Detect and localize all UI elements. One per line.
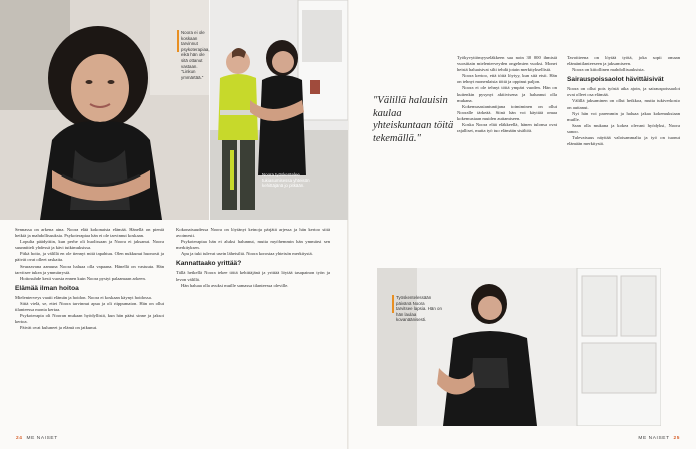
paragraph: Mielenterveys vaatii elämän ja hoidon. Noora ei koskaan käynyt hoidossa. xyxy=(15,294,152,300)
paragraph: Hoitosuhde kesti vuosia ennen kuin Noora pystyi palaamaan arkeen. xyxy=(20,275,146,281)
paragraph: Työkyvyttömyyseläkkeen saa noin 30 000 ihmistä vuosittain mielenterveyden ongelmien vuoksi. Monet heistä haluaisivat silti tehdä jotain merkityksellistä. xyxy=(457,55,557,73)
page-number: 25 xyxy=(673,436,680,441)
folio-right xyxy=(638,436,682,441)
paragraph: Apu ja tuki tulevat usein läheisiltä. Noora korostaa yhteisön merkitystä. xyxy=(181,251,313,257)
paragraph: Noora on kiitollinen mahdollisuuksista. xyxy=(572,67,645,73)
paragraph: Kokemusasiantuntijana toimiminen on ollut Nooralle tärkeää. Siinä hän voi käyttää omaa kokemustaan muiden auttamiseen. xyxy=(457,103,557,121)
caption-accent-bar xyxy=(392,295,394,313)
hallway-caption: Työskentelessään päivänä Noora tarvitsee lapsia. Hän on hän laulaa kovanäänisesti. xyxy=(396,295,442,323)
paragraph: Tavoitteena on löytää työtä, joka sopii omaan elämäntilanteeseen ja jaksamiseen. xyxy=(567,55,680,67)
paragraph: Kokonaisuudessa Noora on löytänyt keinoja pärjätä arjessa ja hän kertoo siitä avoimesti. xyxy=(176,227,330,239)
pull-quote: "Välillä halauisin kaulaa yhteiskuntaan töitä tekemällä." xyxy=(373,95,454,144)
caption-accent-bar xyxy=(177,30,179,52)
right-page-column-1 xyxy=(457,55,557,134)
paragraph: Hän haluaa olla avuksi muille samassa tilanteessa oleville. xyxy=(181,282,289,288)
paragraph: Tällä hetkellä Noora tekee töitä kehittäjänä ja yrittää löytää tasapainon työn ja levon välillä. xyxy=(176,270,330,282)
paragraph: Noora on ollut pois työstä aika ajoin, ja sairauspoissaolot ovat olleet osa elämää. xyxy=(567,86,680,98)
paragraph: Sennassa on arkena aina. Noora elää kokonaista elämää. Hänellä on pieniä hetkiä ja mahdollisuuksia. Psykoterapiaa hän ei ole tarvinnut koskaan. xyxy=(15,227,164,239)
magazine-name: ME NAISET xyxy=(26,436,58,441)
paragraph: Seuraavana aamuna Noora haluaa olla vapaana. Hänellä on vastuuta. Hän tarvitsee tukea ja ymmärrystä. xyxy=(15,263,164,275)
section-heading: Elämää ilman hoitoa xyxy=(15,284,79,292)
paragraph: Saan olla mukana ja kokea olevani hyödyksi, Noora sanoo. xyxy=(567,122,680,134)
right-page-column-2 xyxy=(567,55,680,147)
paragraph: Psykoterapiaa hän ei aluksi halunnut, mutta myöhemmin hän ymmärsi sen merkityksen. xyxy=(176,239,330,251)
paragraph: Tulevaisuus näyttää valoisammalta ja työ on tuonut elämään merkitystä. xyxy=(567,135,680,147)
left-page-column-1 xyxy=(15,227,164,331)
paragraph: Pitkä hoito, ja välillä en ole tiennyt mitä tapahtuu. Olen nukkunut huonosti ja päivät ovat olleet raskaita. xyxy=(15,251,164,263)
paragraph: Lopulta päädyttiin, kun perhe oli huolissaan ja Noora ei jaksanut. Noora suunnitteli yhdessä ja kävi tutkimuksissa. xyxy=(15,239,164,251)
paragraph: Sittä vielä, se, ettei Noora tarvinnut apua ja oli riippumaton. Hän on ollut tilanteessa monta kertaa. xyxy=(15,300,164,313)
kitchen-caption: Noora työskentelee tukiasumisessa yhteisön kehittäjänä jo pitkään. xyxy=(262,172,310,189)
paragraph: Nyt hän voi paremmin ja haluaa jakaa kokemuksiaan muille. xyxy=(567,110,680,122)
paragraph: Noora ei ole tehnyt töitä ympäri vuoden. Hän on kuitenkin pysynyt aktiivisena ja halunnut olla mukana. xyxy=(457,85,557,103)
portrait-caption: Noora ei ole koskaan tarvinnut psykoterapiaa, eikä hän ole sitä ottanut vastaan. "Linkun ymmärtää." xyxy=(181,30,210,80)
paragraph: Välillä jaksaminen on ollut heikkoa, mutta tukiverkosto on auttanut. xyxy=(567,98,680,110)
page-number: 24 xyxy=(16,436,23,441)
paragraph: Päivät ovat kuluneet ja elämä on jatkunut. xyxy=(20,325,98,331)
folio-left xyxy=(14,436,58,441)
paragraph: Koska Noora elää eläkkeellä, hänen tulonsa ovat rajalliset, mutta työ tuo elämään sisältöä. xyxy=(457,122,557,134)
section-heading: Sairauspoissaolot hävittäisivät xyxy=(567,76,664,84)
magazine-name: ME NAISET xyxy=(638,436,670,441)
paragraph: Noora kertoo, että töitä löytyy, kun sitä etsii. Hän on tehnyt monenlaisia töitä ja oppinut paljon. xyxy=(457,73,557,85)
section-heading: Kannattaako yrittää? xyxy=(176,260,242,268)
paragraph: Psykoterapia oli Nooran mukaan hyödyllistä, kun hän pääsi sinne ja jaksoi kertoa. xyxy=(15,313,164,325)
left-page-column-2 xyxy=(176,227,330,289)
hallway-photo xyxy=(377,268,661,426)
